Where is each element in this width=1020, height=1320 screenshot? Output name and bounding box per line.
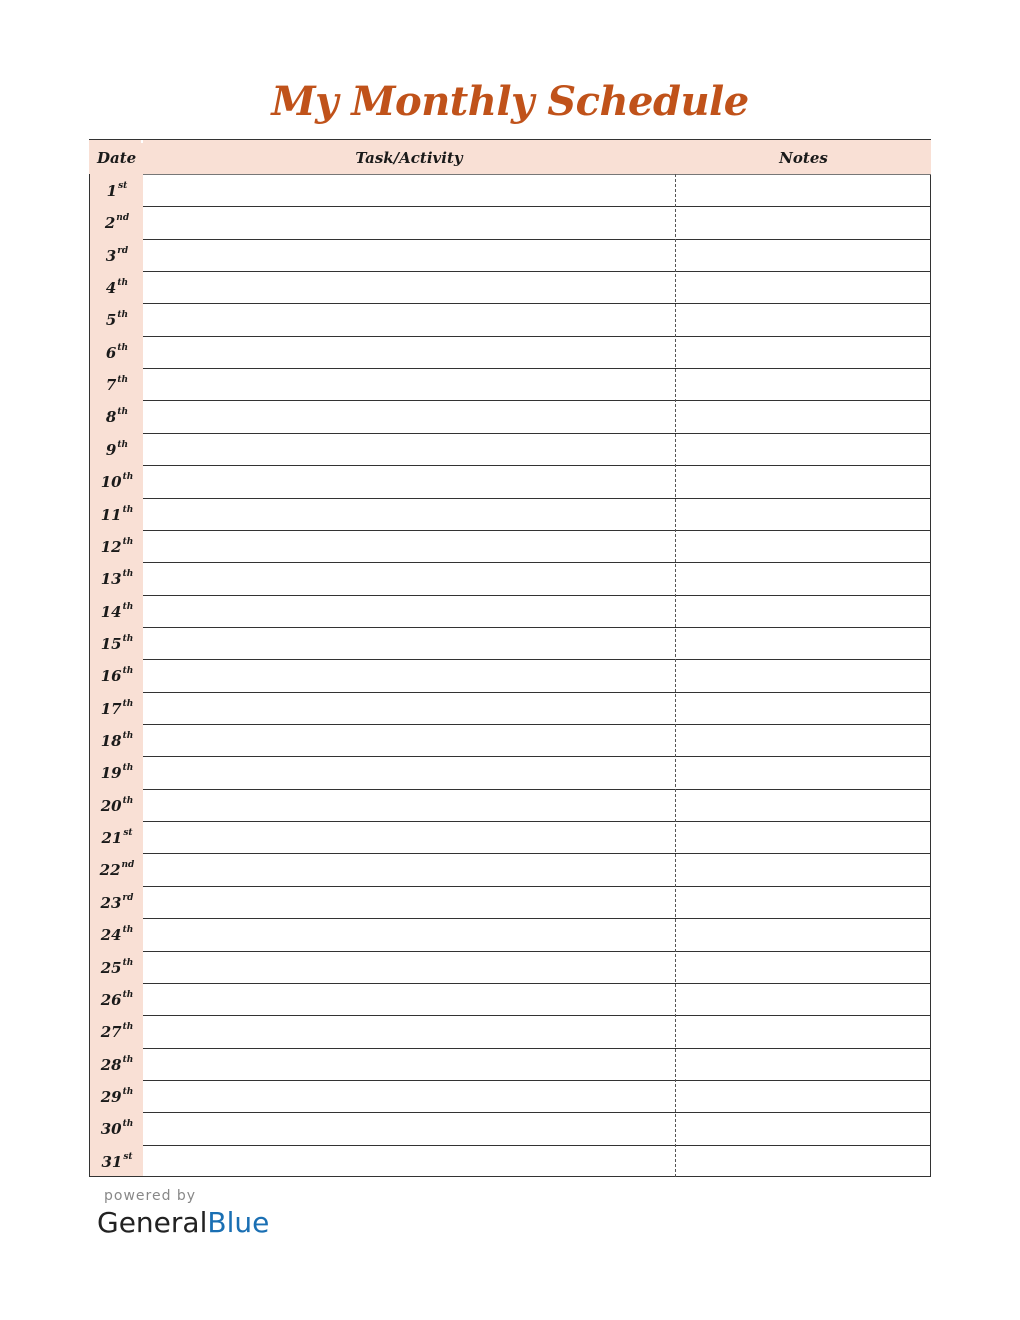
notes-cell[interactable] [730, 822, 930, 853]
powered-by-label: powered by [104, 1188, 197, 1204]
table-row [143, 303, 931, 335]
notes-cell[interactable] [730, 531, 930, 562]
date-number: 13 [100, 570, 122, 589]
date-suffix: th [117, 310, 129, 321]
table-row [143, 627, 931, 659]
date-number: 15 [100, 634, 122, 653]
date-suffix: st [118, 181, 128, 191]
date-suffix: th [117, 342, 129, 353]
table-row [143, 206, 931, 238]
date-number: 17 [100, 699, 122, 718]
date-number: 6 [105, 343, 117, 362]
date-suffix: th [117, 278, 129, 289]
date-suffix: th [122, 763, 134, 774]
notes-cell[interactable] [730, 1049, 930, 1080]
task-cell[interactable] [143, 563, 729, 594]
date-number: 12 [100, 537, 122, 556]
date-suffix: th [122, 633, 134, 644]
date-number: 24 [100, 926, 122, 945]
date-cell [90, 400, 144, 432]
task-cell[interactable] [143, 887, 729, 918]
table-row [143, 983, 931, 1015]
date-cell [90, 983, 144, 1015]
date-suffix: rd [122, 892, 134, 903]
date-number: 3 [105, 246, 117, 265]
date-suffix: nd [121, 860, 135, 871]
date-number: 26 [100, 990, 122, 1009]
task-cell[interactable] [143, 337, 729, 368]
table-row [143, 595, 931, 627]
date-suffix: th [122, 1054, 134, 1065]
date-number: 9 [105, 440, 117, 459]
date-suffix: th [122, 601, 134, 612]
notes-cell[interactable] [730, 984, 930, 1015]
notes-cell[interactable] [730, 596, 930, 627]
table-row [143, 1145, 931, 1177]
date-suffix: th [122, 569, 134, 580]
date-number: 14 [100, 602, 122, 621]
date-suffix: th [122, 925, 134, 936]
date-suffix: th [117, 375, 129, 386]
date-suffix: th [122, 957, 134, 968]
task-cell[interactable] [143, 1081, 729, 1112]
date-cell [90, 465, 144, 497]
task-cell[interactable] [143, 1113, 729, 1144]
date-number: 18 [100, 732, 122, 751]
notes-cell[interactable] [730, 1113, 930, 1144]
task-cell[interactable] [143, 240, 729, 271]
date-cell [90, 368, 144, 400]
task-cell[interactable] [143, 725, 729, 756]
task-cell[interactable] [143, 628, 729, 659]
date-suffix: th [122, 1022, 134, 1033]
task-cell[interactable] [143, 207, 729, 238]
notes-cell[interactable] [730, 854, 930, 885]
date-number: 20 [100, 796, 122, 815]
task-cell[interactable] [143, 757, 729, 788]
table-row [143, 562, 931, 594]
task-cell[interactable] [143, 854, 729, 885]
notes-cell[interactable] [730, 207, 930, 238]
date-suffix: th [122, 666, 134, 677]
table-row [143, 756, 931, 788]
date-number: 11 [100, 505, 122, 524]
column-divider [675, 174, 676, 1177]
date-cell [90, 562, 144, 594]
task-cell[interactable] [143, 304, 729, 335]
notes-cell[interactable] [730, 693, 930, 724]
date-cell [90, 886, 144, 918]
table-row [143, 789, 931, 821]
notes-cell[interactable] [730, 1081, 930, 1112]
notes-cell[interactable] [730, 337, 930, 368]
date-suffix: th [122, 731, 134, 742]
task-cell[interactable] [143, 693, 729, 724]
date-suffix: th [122, 536, 134, 547]
table-header [89, 139, 931, 174]
table-row [143, 692, 931, 724]
notes-cell[interactable] [730, 434, 930, 465]
task-cell[interactable] [143, 1016, 729, 1047]
notes-cell[interactable] [730, 1146, 930, 1177]
date-cell [90, 271, 144, 303]
notes-cell[interactable] [730, 660, 930, 691]
table-row [143, 659, 931, 691]
notes-cell[interactable] [730, 401, 930, 432]
table-row [143, 821, 931, 853]
date-cell [90, 1048, 144, 1080]
date-cell [90, 789, 144, 821]
date-number: 2 [104, 214, 116, 233]
task-cell[interactable] [143, 919, 729, 950]
notes-cell[interactable] [730, 790, 930, 821]
date-number: 22 [99, 861, 121, 880]
date-suffix: st [123, 828, 133, 839]
table-row [143, 724, 931, 756]
date-suffix: th [117, 439, 129, 450]
task-cell[interactable] [143, 369, 729, 400]
notes-cell[interactable] [730, 175, 930, 206]
table-row [143, 271, 931, 303]
notes-cell[interactable] [730, 466, 930, 497]
date-cell [90, 724, 144, 756]
date-cell [90, 1080, 144, 1112]
date-number: 8 [105, 408, 117, 427]
date-number: 4 [105, 279, 117, 298]
notes-cell[interactable] [730, 919, 930, 950]
date-suffix: th [122, 1086, 134, 1097]
task-cell[interactable] [143, 660, 729, 691]
date-cell [90, 1145, 144, 1177]
task-cell[interactable] [143, 1146, 729, 1177]
date-cell [90, 756, 144, 788]
date-cell [90, 821, 144, 853]
date-number: 1 [106, 182, 118, 200]
date-cell [90, 433, 144, 465]
notes-cell[interactable] [730, 240, 930, 271]
date-number: 25 [100, 958, 122, 977]
date-cell [90, 498, 144, 530]
date-suffix: th [122, 795, 134, 806]
schedule-table [89, 139, 931, 1177]
date-number: 5 [105, 311, 117, 330]
task-cell[interactable] [143, 531, 729, 562]
date-suffix: th [117, 407, 129, 418]
task-cell[interactable] [143, 499, 729, 530]
date-cell [90, 595, 144, 627]
brand-general: General [97, 1206, 208, 1239]
date-cell [90, 239, 144, 271]
date-suffix: th [122, 1119, 134, 1130]
table-row [143, 368, 931, 400]
table-row [143, 1048, 931, 1080]
table-row [143, 336, 931, 368]
table-row [143, 433, 931, 465]
notes-cell[interactable] [730, 499, 930, 530]
date-cell [90, 1112, 144, 1144]
table-row [143, 1112, 931, 1144]
task-cell[interactable] [143, 272, 729, 303]
task-cell[interactable] [143, 175, 729, 206]
date-cell [90, 1015, 144, 1047]
table-row [143, 400, 931, 432]
notes-cell[interactable] [730, 757, 930, 788]
header-gap [141, 140, 143, 143]
date-cell [90, 692, 144, 724]
task-cell[interactable] [143, 434, 729, 465]
task-cell[interactable] [143, 984, 729, 1015]
date-number: 7 [105, 376, 117, 395]
date-suffix: th [122, 504, 134, 515]
task-cell[interactable] [143, 952, 729, 983]
date-cell [90, 206, 144, 238]
task-cell[interactable] [143, 790, 729, 821]
table-row [143, 853, 931, 885]
header-task-activity: Task/Activity [355, 149, 463, 167]
task-cell[interactable] [143, 822, 729, 853]
date-number: 23 [100, 893, 122, 912]
date-cell [90, 530, 144, 562]
notes-cell[interactable] [730, 887, 930, 918]
date-number: 21 [101, 829, 123, 848]
date-cell [90, 174, 144, 206]
date-cell [90, 303, 144, 335]
date-number: 27 [100, 1023, 122, 1042]
header-date: Date [97, 149, 137, 167]
table-row [143, 1015, 931, 1047]
task-cell[interactable] [143, 466, 729, 497]
notes-cell[interactable] [730, 952, 930, 983]
table-row [143, 1080, 931, 1112]
date-cell [90, 336, 144, 368]
date-cell [90, 627, 144, 659]
date-suffix: th [122, 698, 134, 709]
notes-cell[interactable] [730, 1016, 930, 1047]
task-cell[interactable] [143, 1049, 729, 1080]
task-cell[interactable] [143, 401, 729, 432]
date-cell [90, 853, 144, 885]
task-cell[interactable] [143, 596, 729, 627]
generalblue-logo [97, 1206, 269, 1239]
date-number: 29 [100, 1087, 122, 1106]
table-row [143, 465, 931, 497]
date-suffix: th [122, 989, 134, 1000]
table-row [143, 530, 931, 562]
page-title: My Monthly Schedule [271, 78, 749, 125]
table-row [143, 951, 931, 983]
date-suffix: rd [117, 245, 129, 256]
date-cell [90, 951, 144, 983]
date-column [89, 174, 143, 1177]
notes-cell[interactable] [730, 369, 930, 400]
table-row [143, 918, 931, 950]
date-number: 28 [100, 1055, 122, 1074]
notes-cell[interactable] [730, 725, 930, 756]
date-number: 16 [100, 667, 122, 686]
date-suffix: th [122, 472, 134, 483]
header-notes: Notes [779, 149, 828, 167]
table-row [143, 886, 931, 918]
table-body [143, 174, 931, 1177]
table-row [143, 174, 931, 206]
notes-cell[interactable] [730, 304, 930, 335]
notes-cell[interactable] [730, 272, 930, 303]
notes-cell[interactable] [730, 563, 930, 594]
notes-cell[interactable] [730, 628, 930, 659]
date-number: 10 [100, 473, 122, 492]
date-suffix: nd [116, 213, 130, 224]
date-number: 31 [101, 1152, 123, 1171]
brand-blue: Blue [207, 1206, 270, 1239]
table-row [143, 498, 931, 530]
date-cell [90, 918, 144, 950]
date-cell [90, 659, 144, 691]
date-number: 19 [100, 764, 122, 783]
date-suffix: st [123, 1151, 133, 1162]
date-number: 30 [100, 1120, 122, 1139]
table-row [143, 239, 931, 271]
